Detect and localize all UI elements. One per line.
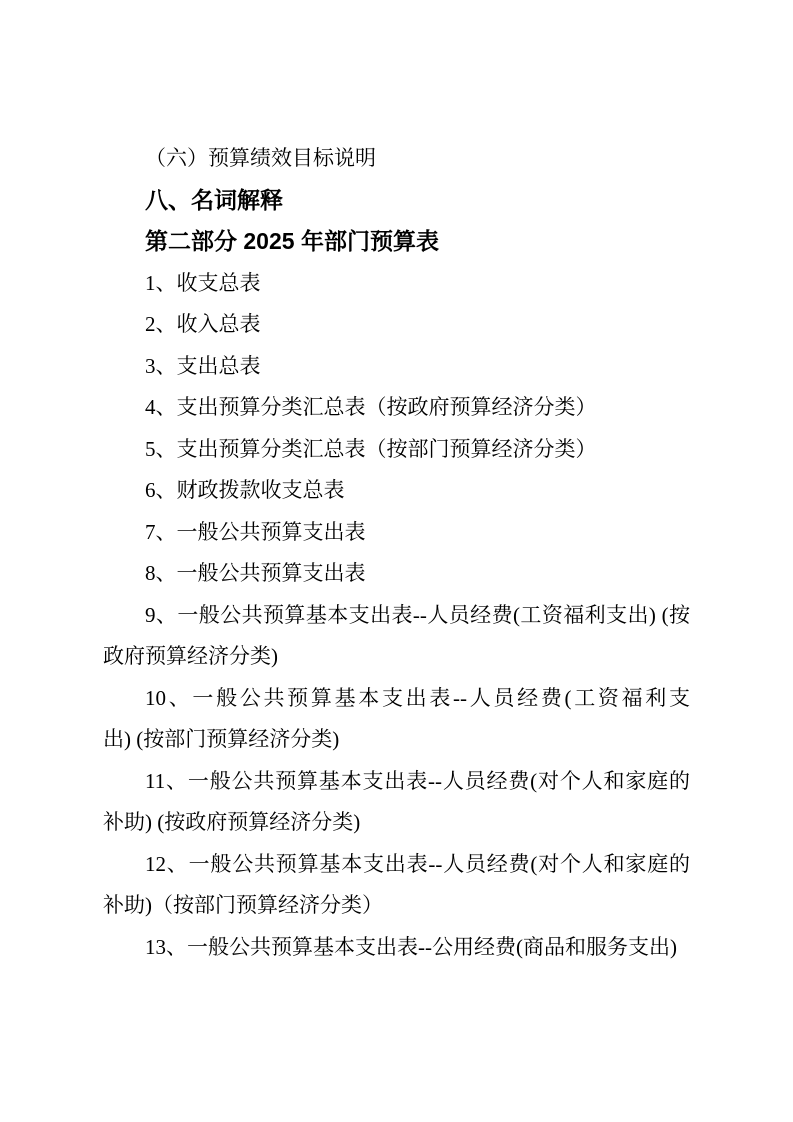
toc-item-six-performance-note: （六）预算绩效目标说明 — [145, 146, 376, 170]
toc-item-9-line-2: 政府预算经济分类) — [103, 644, 278, 669]
toc-item-13: 13、一般公共预算基本支出表--公用经费(商品和服务支出) — [145, 934, 677, 959]
toc-item-1: 1、收支总表 — [145, 270, 261, 295]
toc-item-6: 6、财政拨款收支总表 — [145, 478, 345, 503]
toc-item-2: 2、收入总表 — [145, 312, 261, 337]
toc-item-10-line-1: 10、一般公共预算基本支出表--人员经费(工资福利支 — [145, 685, 690, 710]
toc-item-5: 5、支出预算分类汇总表（按部门预算经济分类） — [145, 436, 597, 461]
toc-item-10-line-2: 出) (按部门预算经济分类) — [103, 727, 340, 752]
toc-item-11-line-2: 补助) (按政府预算经济分类) — [103, 810, 361, 835]
toc-item-8: 8、一般公共预算支出表 — [145, 561, 366, 586]
toc-item-9-line-1: 9、一般公共预算基本支出表--人员经费(工资福利支出) (按 — [145, 602, 690, 627]
toc-item-7: 7、一般公共预算支出表 — [145, 519, 366, 544]
toc-item-4: 4、支出预算分类汇总表（按政府预算经济分类） — [145, 395, 597, 420]
document-content — [103, 138, 690, 968]
section-heading-glossary: 八、名词解释 — [145, 186, 283, 213]
toc-item-12-line-1: 12、一般公共预算基本支出表--人员经费(对个人和家庭的 — [145, 851, 690, 876]
part-heading-budget-tables: 第二部分 2025 年部门预算表 — [145, 228, 439, 255]
toc-item-3: 3、支出总表 — [145, 353, 261, 378]
toc-item-11-line-1: 11、一般公共预算基本支出表--人员经费(对个人和家庭的 — [145, 768, 690, 793]
toc-item-12-line-2: 补助)（按部门预算经济分类） — [103, 893, 383, 918]
